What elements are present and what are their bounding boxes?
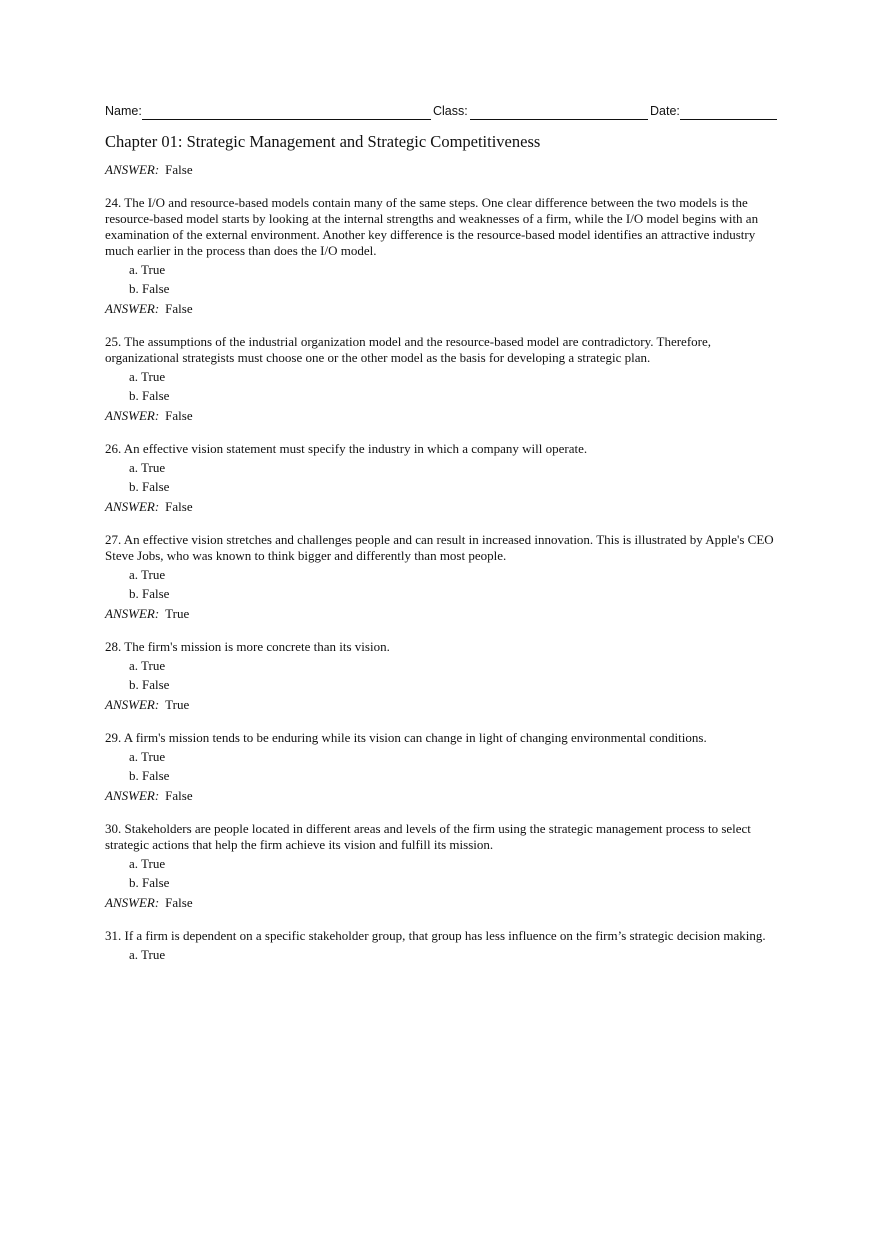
option-a: a. True bbox=[129, 369, 166, 384]
answer-label: ANSWER: bbox=[105, 301, 160, 316]
question-text: 28. The firm's mission is more concrete than its vision. bbox=[105, 639, 390, 654]
answer-label: ANSWER: bbox=[105, 606, 160, 621]
answer-line bbox=[105, 408, 777, 424]
answer-value: False bbox=[165, 162, 193, 177]
document-page bbox=[105, 101, 777, 963]
question-text: 31. If a firm is dependent on a specific stakeholder group, that group has less influence on the firm’s strategic decision making. bbox=[105, 928, 766, 943]
option-a: a. True bbox=[129, 658, 166, 673]
name-line[interactable] bbox=[142, 119, 431, 120]
option-b: b. False bbox=[129, 586, 170, 601]
name-label: Name: bbox=[105, 104, 142, 118]
header-fields bbox=[105, 101, 777, 123]
answer-label: ANSWER: bbox=[105, 408, 160, 423]
question-block bbox=[105, 195, 777, 317]
answer-label: ANSWER: bbox=[105, 895, 160, 910]
answer-value: False bbox=[165, 788, 193, 803]
answer-value: True bbox=[165, 697, 190, 712]
question-text: 26. An effective vision statement must specify the industry in which a company will operate. bbox=[105, 441, 588, 456]
answer-label: ANSWER: bbox=[105, 499, 160, 514]
answer-line bbox=[105, 606, 777, 622]
answer-label: ANSWER: bbox=[105, 162, 160, 177]
answer-line bbox=[105, 499, 777, 515]
answer-line bbox=[105, 162, 777, 178]
option-b: b. False bbox=[129, 768, 170, 783]
chapter-title: Chapter 01: Strategic Management and Strategic Competitiveness bbox=[105, 132, 541, 151]
option-a: a. True bbox=[129, 567, 166, 582]
class-line[interactable] bbox=[470, 119, 648, 120]
option-a: a. True bbox=[129, 856, 166, 871]
question-text: 24. The I/O and resource-based models contain many of the same steps. One clear difference between the two models is the resource-based model starts by looking at the internal strengths and weaknesses of a firm, while the I/O model begins with an examination of the external environment. Another key difference is the resource-based model identifies an attractive industry much earlier in the process than does the I/O model. bbox=[105, 195, 759, 258]
answer-line bbox=[105, 301, 777, 317]
question-block bbox=[105, 928, 777, 963]
answer-line bbox=[105, 895, 777, 911]
date-label: Date: bbox=[650, 104, 680, 118]
answer-value: False bbox=[165, 499, 193, 514]
answer-line bbox=[105, 697, 777, 713]
answer-line bbox=[105, 788, 777, 804]
option-a: a. True bbox=[129, 947, 166, 962]
question-text: 27. An effective vision stretches and challenges people and can result in increased innovation. This is illustrated by Apple's CEO Steve Jobs, who was known to think bigger and differently than most people. bbox=[105, 532, 774, 563]
option-b: b. False bbox=[129, 388, 170, 403]
answer-value: False bbox=[165, 301, 193, 316]
question-block bbox=[105, 532, 777, 622]
answer-value: False bbox=[165, 408, 193, 423]
question-text: 30. Stakeholders are people located in different areas and levels of the firm using the strategic management process to select strategic actions that help the firm achieve its vision and fulfill its mission. bbox=[105, 821, 751, 852]
option-a: a. True bbox=[129, 262, 166, 277]
question-block bbox=[105, 441, 777, 515]
option-a: a. True bbox=[129, 460, 166, 475]
answer-label: ANSWER: bbox=[105, 788, 160, 803]
question-block bbox=[105, 730, 777, 804]
option-a: a. True bbox=[129, 749, 166, 764]
answer-value: False bbox=[165, 895, 193, 910]
question-block bbox=[105, 334, 777, 424]
question-text: 29. A firm's mission tends to be enduring while its vision can change in light of changing environmental conditions. bbox=[105, 730, 707, 745]
question-block bbox=[105, 821, 777, 911]
answer-value: True bbox=[165, 606, 190, 621]
date-line[interactable] bbox=[680, 119, 777, 120]
option-b: b. False bbox=[129, 875, 170, 890]
option-b: b. False bbox=[129, 677, 170, 692]
answer-label: ANSWER: bbox=[105, 697, 160, 712]
option-b: b. False bbox=[129, 281, 170, 296]
option-b: b. False bbox=[129, 479, 170, 494]
class-label: Class: bbox=[433, 104, 468, 118]
question-text: 25. The assumptions of the industrial organization model and the resource-based model are contradictory. Therefore, organizational strategists must choose one or the other model as the basis for developing a strategic plan. bbox=[105, 334, 711, 365]
question-block bbox=[105, 639, 777, 713]
